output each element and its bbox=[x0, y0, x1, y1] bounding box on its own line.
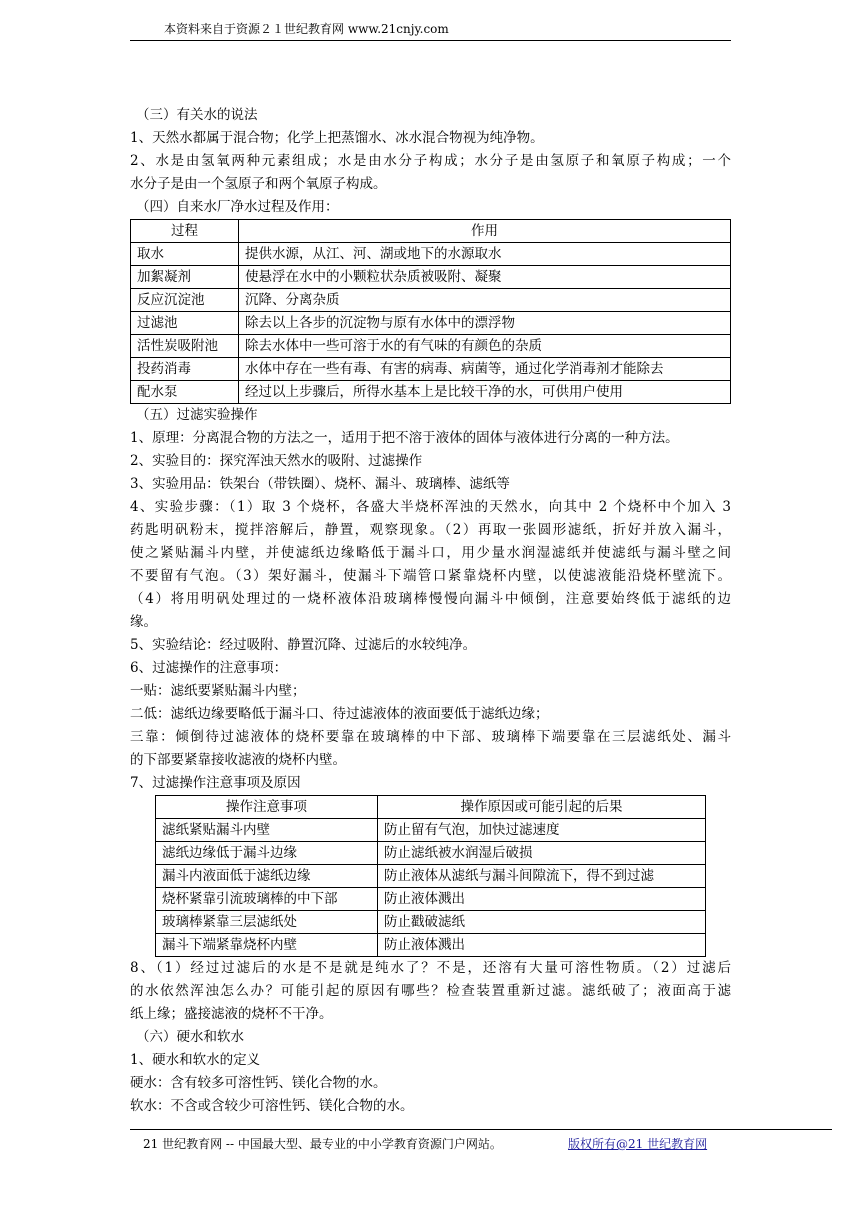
table-cell: 玻璃棒紧靠三层滤纸处 bbox=[156, 911, 378, 934]
paragraph: 的水依然浑浊怎么办？可能引起的原因有哪些？检查装置重新过滤。滤纸破了；液面高于滤 bbox=[130, 983, 731, 999]
paragraph: 纸上缘；盛接滤液的烧杯不干净。 bbox=[130, 1006, 333, 1022]
table-cell: 沉降、分离杂质 bbox=[239, 289, 731, 312]
table-cell: 水体中存在一些有毒、有害的病毒、病菌等，通过化学消毒剂才能除去 bbox=[239, 358, 731, 381]
filtration-notes-table bbox=[155, 795, 706, 957]
section-5-title: （五）过滤实验操作 bbox=[136, 407, 258, 423]
table-row bbox=[131, 289, 731, 312]
paragraph: 药匙明矾粉末，搅拌溶解后，静置，观察现象。（2）再取一张圆形滤纸，折好并放入漏斗， bbox=[130, 522, 731, 538]
table-row bbox=[156, 911, 706, 934]
table-cell: 漏斗下端紧靠烧杯内壁 bbox=[156, 934, 378, 957]
table-cell: 除去水体中一些可溶于水的有气味的有颜色的杂质 bbox=[239, 335, 731, 358]
header-text: 本资料来自于资源２１世纪教育网 www.21cnjy.com bbox=[164, 22, 449, 36]
table-header-cell: 操作注意事项 bbox=[156, 796, 378, 819]
paragraph: 8、（1）经过过滤后的水是不是就是纯水了？不是，还溶有大量可溶性物质。（2）过滤后 bbox=[130, 960, 731, 976]
paragraph: 三靠：倾倒待过滤液体的烧杯要靠在玻璃棒的中下部、玻璃棒下端要靠在三层滤纸处、漏斗 bbox=[130, 729, 731, 745]
paragraph: 的下部要紧靠接收滤液的烧杯内壁。 bbox=[130, 752, 346, 768]
paragraph: 1、硬水和软水的定义 bbox=[130, 1052, 261, 1068]
table-cell: 防止留有气泡，加快过滤速度 bbox=[378, 819, 706, 842]
paragraph: 水分子是由一个氢原子和两个氧原子构成。 bbox=[130, 176, 387, 192]
table-cell: 滤纸紧贴漏斗内壁 bbox=[156, 819, 378, 842]
table-cell: 滤纸边缘低于漏斗边缘 bbox=[156, 842, 378, 865]
paragraph: 一贴：滤纸要紧贴漏斗内壁； bbox=[130, 683, 306, 699]
paragraph: 6、过滤操作的注意事项： bbox=[130, 660, 288, 676]
table-cell: 烧杯紧靠引流玻璃棒的中下部 bbox=[156, 888, 378, 911]
paragraph: 1、原理：分离混合物的方法之一，适用于把不溶于液体的固体与液体进行分离的一种方法。 bbox=[130, 430, 679, 446]
paragraph: 软水：不含或含较少可溶性钙、镁化合物的水。 bbox=[130, 1098, 414, 1114]
table-cell: 防止液体溅出 bbox=[378, 934, 706, 957]
table-cell: 防止戳破滤纸 bbox=[378, 911, 706, 934]
table-row bbox=[131, 266, 731, 289]
paragraph: 7、过滤操作注意事项及原因 bbox=[130, 775, 301, 791]
table-cell: 活性炭吸附池 bbox=[131, 335, 239, 358]
table-row bbox=[156, 934, 706, 957]
table-cell: 加絮凝剂 bbox=[131, 266, 239, 289]
table-cell: 反应沉淀池 bbox=[131, 289, 239, 312]
paragraph: 5、实验结论：经过吸附、静置沉降、过滤后的水较纯净。 bbox=[130, 637, 477, 653]
table-header-row bbox=[131, 220, 731, 243]
paragraph: （4）将用明矾处理过的一烧杯液体沿玻璃棒慢慢向漏斗中倾倒，注意要始终低于滤纸的边 bbox=[130, 591, 731, 607]
paragraph: 缘。 bbox=[130, 614, 157, 630]
table-cell: 配水泵 bbox=[131, 381, 239, 404]
table-row bbox=[131, 243, 731, 266]
table-cell: 投药消毒 bbox=[131, 358, 239, 381]
table-cell: 防止液体从滤纸与漏斗间隙流下，得不到过滤 bbox=[378, 865, 706, 888]
paragraph: 不要留有气泡。（3）架好漏斗，使漏斗下端管口紧靠烧杯内壁，以使滤液能沿烧杯壁流下。 bbox=[130, 568, 731, 584]
table-row bbox=[131, 358, 731, 381]
table-header-cell: 作用 bbox=[239, 220, 731, 243]
table-cell: 除去以上各步的沉淀物与原有水体中的漂浮物 bbox=[239, 312, 731, 335]
table-cell: 取水 bbox=[131, 243, 239, 266]
table-row bbox=[156, 842, 706, 865]
table-cell: 提供水源，从江、河、湖或地下的水源取水 bbox=[239, 243, 731, 266]
paragraph: 3、实验用品：铁架台（带铁圈）、烧杯、漏斗、玻璃棒、滤纸等 bbox=[130, 476, 510, 492]
table-row bbox=[131, 335, 731, 358]
table-row bbox=[131, 381, 731, 404]
section-4-title: （四）自来水厂净水过程及作用： bbox=[136, 199, 339, 215]
document-body bbox=[130, 104, 731, 1118]
table-header-cell: 操作原因或可能引起的后果 bbox=[378, 796, 706, 819]
table-row bbox=[156, 888, 706, 911]
paragraph: 4、实验步骤：（1）取 3 个烧杯，各盛大半烧杯浑浊的天然水，向其中 2 个烧杯中个加入 3 bbox=[130, 499, 731, 515]
section-6-title: （六）硬水和软水 bbox=[136, 1029, 244, 1045]
water-purification-table bbox=[130, 219, 731, 404]
paragraph: 2、实验目的：探究浑浊天然水的吸附、过滤操作 bbox=[130, 453, 423, 469]
table-cell: 防止液体溅出 bbox=[378, 888, 706, 911]
table-cell: 过滤池 bbox=[131, 312, 239, 335]
paragraph: 硬水：含有较多可溶性钙、镁化合物的水。 bbox=[130, 1075, 387, 1091]
paragraph: 2、水是由氢氧两种元素组成；水是由水分子构成；水分子是由氢原子和氧原子构成；一个 bbox=[130, 153, 731, 169]
table-row bbox=[131, 312, 731, 335]
paragraph: 使之紧贴漏斗内壁，并使滤纸边缘略低于漏斗口，用少量水润湿滤纸并使滤纸与漏斗壁之间 bbox=[130, 545, 731, 561]
footer-divider bbox=[130, 1129, 832, 1130]
footer-text: 21 世纪教育网 -- 中国最大型、最专业的中小学教育资源门户网站。 bbox=[143, 1137, 502, 1151]
section-3-title: （三）有关水的说法 bbox=[136, 107, 258, 123]
table-cell: 使悬浮在水中的小颗粒状杂质被吸附、凝聚 bbox=[239, 266, 731, 289]
paragraph: 二低：滤纸边缘要略低于漏斗口、待过滤液体的液面要低于滤纸边缘； bbox=[130, 706, 549, 722]
table-header-row bbox=[156, 796, 706, 819]
table-cell: 防止滤纸被水润湿后破损 bbox=[378, 842, 706, 865]
table-cell: 漏斗内液面低于滤纸边缘 bbox=[156, 865, 378, 888]
page-header bbox=[130, 0, 731, 41]
paragraph: 1、天然水都属于混合物；化学上把蒸馏水、冰水混合物视为纯净物。 bbox=[130, 130, 544, 146]
table-row bbox=[156, 865, 706, 888]
table-row bbox=[156, 819, 706, 842]
table-cell: 经过以上步骤后，所得水基本上是比较干净的水，可供用户使用 bbox=[239, 381, 731, 404]
table-header-cell: 过程 bbox=[131, 220, 239, 243]
copyright-link[interactable]: 版权所有@21 世纪教育网 bbox=[568, 1137, 708, 1151]
